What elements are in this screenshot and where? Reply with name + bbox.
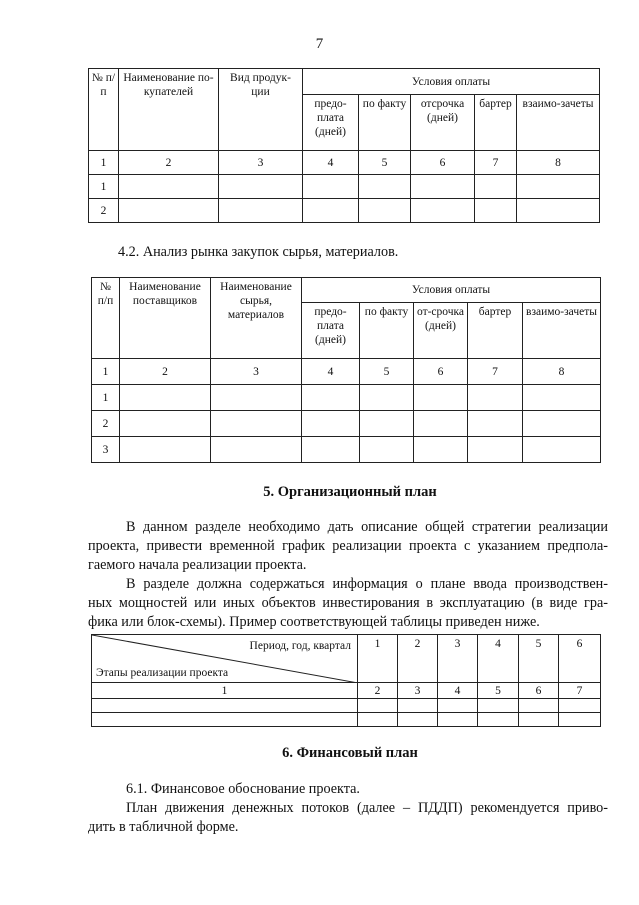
- paragraph-line: В разделе должна содержаться информация о плане ввода производствен-: [126, 576, 608, 592]
- index-cell: 3: [211, 359, 302, 385]
- paragraph-line: В данном разделе необходимо дать описание общей стратегии реализации: [126, 519, 608, 535]
- section-6-1-text: 6.1. Финансовое обоснование проекта.: [126, 781, 360, 797]
- table-row: [92, 699, 601, 713]
- period-cell: 3: [438, 635, 478, 683]
- index-cell: 2: [120, 359, 211, 385]
- paragraph-line: фика или блок-схемы). Пример соответствующей таблицы приведен ниже.: [88, 614, 540, 630]
- paragraph-line: дить в табличной форме.: [88, 819, 239, 835]
- period-cell: 1: [358, 635, 398, 683]
- index-cell: 5: [359, 151, 411, 175]
- paragraph-line: проекта, привести временной график реализации проекта с указанием предпола-: [88, 538, 608, 554]
- row-number: 1: [89, 175, 119, 199]
- col-product-header: Вид продук-ции: [219, 69, 303, 151]
- index-cell: 6: [414, 359, 468, 385]
- row-number: 2: [92, 411, 120, 437]
- section-5-title: 5. Организационный план: [263, 484, 437, 500]
- index-cell: 6: [519, 683, 559, 699]
- index-cell: 8: [523, 359, 601, 385]
- index-row: [92, 359, 601, 385]
- row-number: 3: [92, 437, 120, 463]
- index-cell: 1: [89, 151, 119, 175]
- stages-label: Этапы реализации проекта: [96, 667, 229, 679]
- buyers-table: [88, 68, 600, 223]
- table-row: [89, 199, 600, 223]
- table-row: [92, 713, 601, 727]
- col-buyer-name-header: Наименование по-купателей: [119, 69, 219, 151]
- col-barter-header: бартер: [475, 95, 517, 151]
- col-material-header: Наименование сырья, материалов: [211, 278, 302, 359]
- col-actual-header: по факту: [360, 303, 414, 359]
- payment-conditions-header: Условия оплаты: [303, 69, 600, 95]
- index-cell: 4: [438, 683, 478, 699]
- table-row: [89, 175, 600, 199]
- period-cell: 4: [478, 635, 519, 683]
- paragraph-line: ных мощностей или иных объектов инвестирования в эксплуатацию (в виде гра-: [88, 595, 608, 611]
- index-cell: 1: [92, 683, 358, 699]
- index-cell: 5: [478, 683, 519, 699]
- index-cell: 3: [219, 151, 303, 175]
- index-cell: 2: [358, 683, 398, 699]
- col-offset-header: взаимо-зачеты: [517, 95, 600, 151]
- index-cell: 4: [302, 359, 360, 385]
- col-deferral-header: от-срочка (дней): [414, 303, 468, 359]
- implementation-schedule-table: [91, 634, 601, 727]
- index-cell: 7: [559, 683, 601, 699]
- index-cell: 7: [468, 359, 523, 385]
- paragraph-line: План движения денежных потоков (далее – ПДДП) рекомендуется приво-: [126, 800, 608, 816]
- paragraph-line: гаемого начала реализации проекта.: [88, 557, 307, 573]
- row-number: 1: [92, 385, 120, 411]
- period-cell: 2: [398, 635, 438, 683]
- index-cell: 1: [92, 359, 120, 385]
- section-4-2-text: 4.2. Анализ рынка закупок сырья, материалов.: [118, 244, 399, 260]
- col-prepay-header: предо-плата (дней): [302, 303, 360, 359]
- col-num-header: № п/п: [89, 69, 119, 151]
- table-row: [92, 411, 601, 437]
- col-prepay-header: предо-плата (дней): [303, 95, 359, 151]
- index-cell: 7: [475, 151, 517, 175]
- period-cell: 6: [559, 635, 601, 683]
- table-row: [92, 385, 601, 411]
- diagonal-header-cell: [92, 635, 358, 683]
- section-6-title: 6. Финансовый план: [282, 745, 418, 761]
- col-actual-header: по факту: [359, 95, 411, 151]
- col-supplier-name-header: Наименование поставщиков: [120, 278, 211, 359]
- page-number: 7: [315, 36, 324, 52]
- index-cell: 4: [303, 151, 359, 175]
- col-offset-header: взаимо-зачеты: [523, 303, 601, 359]
- table-row: [92, 437, 601, 463]
- col-deferral-header: отсрочка (дней): [411, 95, 475, 151]
- index-cell: 5: [360, 359, 414, 385]
- period-label: Период, год, квартал: [249, 640, 351, 652]
- index-cell: 3: [398, 683, 438, 699]
- index-cell: 6: [411, 151, 475, 175]
- index-row: [89, 151, 600, 175]
- index-cell: 2: [119, 151, 219, 175]
- period-cell: 5: [519, 635, 559, 683]
- payment-conditions-header: Условия оплаты: [302, 278, 601, 303]
- col-barter-header: бартер: [468, 303, 523, 359]
- index-cell: 8: [517, 151, 600, 175]
- col-num-header: № п/п: [92, 278, 120, 359]
- index-row: [92, 683, 601, 699]
- suppliers-table: [91, 277, 601, 463]
- row-number: 2: [89, 199, 119, 223]
